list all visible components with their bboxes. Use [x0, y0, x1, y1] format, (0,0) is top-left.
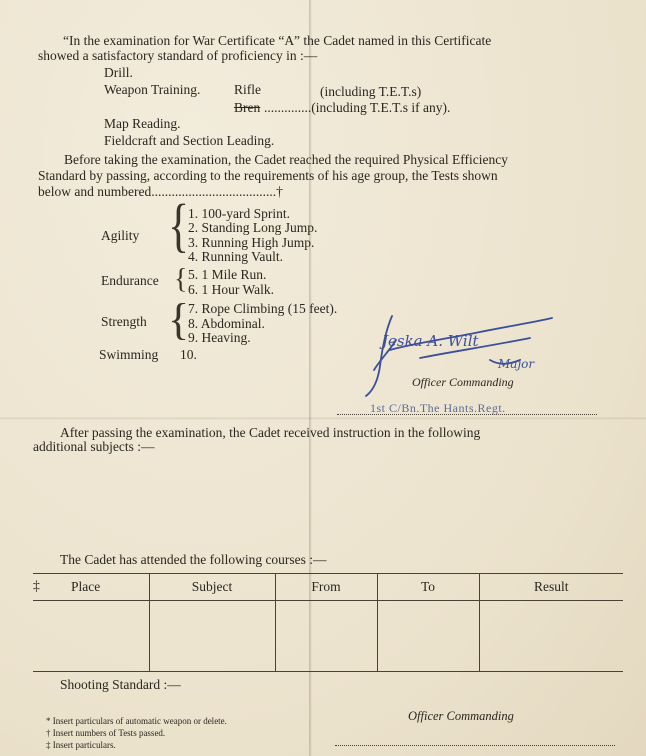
subject-weapon-training: Weapon Training.	[104, 82, 201, 97]
table-cell	[149, 601, 275, 672]
subject-map-reading: Map Reading.	[104, 116, 181, 131]
agility-item: 4. Running Vault.	[188, 249, 284, 264]
test-group-agility: Agility	[101, 228, 140, 243]
subject-bren-note: ..............(including T.E.T.s if any).	[264, 100, 451, 115]
subject-fieldcraft: Fieldcraft and Section Leading.	[104, 133, 275, 148]
column-header-result: Result	[479, 574, 623, 601]
additional-line-1: After passing the examination, the Cadet received instruction in the following	[60, 425, 481, 440]
table-row	[33, 601, 623, 672]
courses-table	[33, 573, 623, 672]
test-group-swimming: Swimming	[99, 347, 159, 362]
subject-bren: Bren	[234, 100, 261, 115]
signature-scribble	[360, 310, 560, 405]
brace: {	[174, 264, 188, 295]
endurance-item: 6. 1 Hour Walk.	[188, 282, 275, 297]
physical-line-1: Before taking the examination, the Cadet reached the required Physical Efficiency	[64, 152, 508, 167]
physical-line-2: Standard by passing, according to the requirements of his age group, the Tests shown	[38, 168, 498, 183]
subject-drill: Drill.	[104, 65, 133, 80]
table-cell	[33, 601, 149, 672]
brace: {	[168, 192, 190, 259]
footnote: ‡ Insert particulars.	[46, 740, 116, 750]
table-cell	[275, 601, 377, 672]
strength-item: 7. Rope Climbing (15 feet).	[188, 301, 338, 316]
column-header-place: ‡ Place	[33, 574, 149, 601]
agility-item: 2. Standing Long Jump.	[188, 220, 318, 235]
signature-rank: Major	[498, 357, 535, 371]
footnote: † Insert numbers of Tests passed.	[46, 728, 166, 738]
subject-rifle-note: (including T.E.T.s)	[320, 84, 422, 99]
footer-dotline	[335, 745, 615, 746]
physical-line-3: below and numbered.....................................†	[38, 184, 283, 199]
additional-line-2: additional subjects :—	[33, 439, 155, 454]
intro-line-1: “In the examination for War Certificate “A” the Cadet named in this Certificate	[63, 33, 492, 48]
intro-line-2: showed a satisfactory standard of proficiency in :—	[38, 48, 318, 63]
agility-item: 1. 100-yard Sprint.	[188, 206, 290, 221]
strength-item: 8. Abdominal.	[188, 316, 265, 331]
courses-heading: The Cadet has attended the following courses :—	[60, 552, 327, 567]
column-header-to: To	[377, 574, 479, 601]
endurance-item: 5. 1 Mile Run.	[188, 267, 267, 282]
footer-officer-commanding: Officer Commanding	[408, 709, 514, 723]
table-cell	[479, 601, 623, 672]
double-dagger-mark: ‡	[33, 578, 40, 593]
signature-text: Jeska A. Wilt	[382, 332, 479, 350]
brace: {	[168, 295, 190, 344]
unit-stamp: 1st C/Bn.The Hants.Regt.	[370, 401, 506, 415]
courses-header-row	[33, 574, 623, 601]
column-header-subject: Subject	[149, 574, 275, 601]
table-cell	[377, 601, 479, 672]
officer-commanding-label: Officer Commanding	[412, 375, 514, 389]
strength-item: 9. Heaving.	[188, 330, 251, 345]
agility-item: 3. Running High Jump.	[188, 235, 315, 250]
column-header-from: From	[275, 574, 377, 601]
swimming-item: 10.	[180, 347, 197, 362]
footnote: * Insert particulars of automatic weapon or delete.	[46, 716, 227, 726]
subject-rifle: Rifle	[234, 82, 261, 97]
test-group-endurance: Endurance	[101, 273, 159, 288]
test-group-strength: Strength	[101, 314, 147, 329]
shooting-standard-label: Shooting Standard :—	[60, 677, 181, 692]
